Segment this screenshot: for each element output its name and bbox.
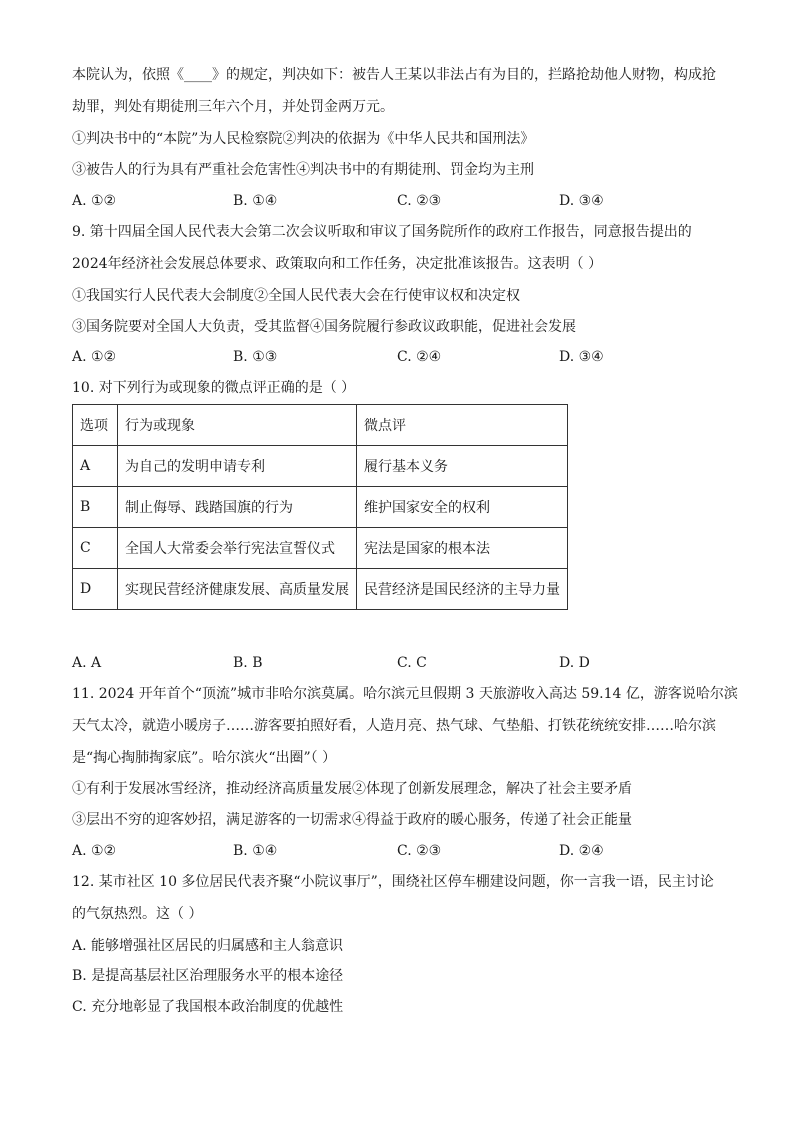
table-cell: 实现民营经济健康发展、高质量发展	[118, 569, 357, 610]
q8-statement-line: ①判决书中的“本院”为人民检察院②判决的依据为《中华人民共和国刑法》	[72, 131, 535, 147]
table-cell: 履行基本义务	[357, 446, 568, 487]
q11-option-d: D. ②④	[559, 843, 604, 859]
q8-option-b: B. ①④	[233, 193, 278, 209]
q9-option-d: D. ③④	[559, 349, 604, 365]
table-cell: D	[73, 569, 118, 610]
q9-option-b: B. ①③	[233, 349, 278, 365]
q11-stem-line: 是“掏心掏肺掏家底”。哈尔滨火“出圈”（ ）	[72, 750, 337, 766]
table-header-cell: 微点评	[357, 405, 568, 446]
table-cell: 全国人大常委会举行宪法宣誓仪式	[118, 528, 357, 569]
q10-table	[72, 404, 568, 610]
q8-option-d: D. ③④	[559, 193, 604, 209]
q9-stem-line: 2024年经济社会发展总体要求、政策取向和工作任务，决定批准该报告。这表明（ ）	[72, 256, 603, 272]
q9-statement-line: ①我国实行人民代表大会制度②全国人民代表大会在行使审议权和决定权	[72, 288, 520, 304]
q8-option-c: C. ②③	[397, 193, 442, 209]
q12-option-a: A. 能够增强社区居民的归属感和主人翁意识	[72, 938, 344, 954]
table-row	[73, 569, 568, 610]
q8-options	[72, 191, 732, 211]
q10-option-d: D. D	[559, 655, 590, 671]
q11-statement-line: ①有利于发展冰雪经济，推动经济高质量发展②体现了创新发展理念，解决了社会主要矛盾	[72, 781, 632, 797]
q9-options	[72, 347, 732, 367]
q10-options	[72, 653, 732, 673]
table-cell: 制止侮辱、践踏国旗的行为	[118, 487, 357, 528]
table-cell: 维护国家安全的权利	[357, 487, 568, 528]
q9-option-a: A. ①②	[72, 349, 117, 365]
q11-stem-line: 天气太冷，就造小暖房子……游客要拍照好看，人造月亮、热气球、气垫船、打铁花统统安排……哈尔滨	[72, 718, 716, 734]
table-cell: 民营经济是国民经济的主导力量	[357, 569, 568, 610]
q11-option-a: A. ①②	[72, 843, 117, 859]
table-row	[73, 528, 568, 569]
q10-option-b: B. B	[233, 655, 263, 671]
table-cell: 宪法是国家的根本法	[357, 528, 568, 569]
q8-text-line: 本院认为，依照《____》的规定，判决如下：被告人王某以非法占有为目的，拦路抢劫他人财物，构成抢	[72, 67, 716, 83]
q9-option-c: C. ②④	[397, 349, 442, 365]
q11-option-c: C. ②③	[397, 843, 442, 859]
q12-option-b: B. 是提高基层社区治理服务水平的根本途径	[72, 968, 344, 984]
table-row	[73, 487, 568, 528]
q11-stem-line: 11. 2024 开年首个“顶流”城市非哈尔滨莫属。哈尔滨元旦假期 3 天旅游收入高达 59.14 亿，游客说哈尔滨	[72, 686, 738, 702]
q9-statement-line: ③国务院要对全国人大负责，受其监督④国务院履行参政议政职能，促进社会发展	[72, 319, 576, 335]
q8-statement-line: ③被告人的行为具有严重社会危害性④判决书中的有期徒刑、罚金均为主刑	[72, 162, 534, 178]
table-cell: C	[73, 528, 118, 569]
q11-statement-line: ③层出不穷的迎客妙招，满足游客的一切需求④得益于政府的暖心服务，传递了社会正能量	[72, 812, 632, 828]
q11-options	[72, 841, 732, 861]
q9-stem-line: 9. 第十四届全国人民代表大会第二次会议听取和审议了国务院所作的政府工作报告，同意报告提出的	[72, 224, 692, 240]
table-cell: B	[73, 487, 118, 528]
table-header-cell: 行为或现象	[118, 405, 357, 446]
q10-option-a: A. A	[72, 655, 102, 671]
q10-stem: 10. 对下列行为或现象的微点评正确的是（ ）	[72, 380, 356, 396]
q11-option-b: B. ①④	[233, 843, 278, 859]
table-row	[73, 446, 568, 487]
table-cell: A	[73, 446, 118, 487]
q12-option-c: C. 充分地彰显了我国根本政治制度的优越性	[72, 999, 344, 1015]
table-header-cell: 选项	[73, 405, 118, 446]
q8-option-a: A. ①②	[72, 193, 117, 209]
table-cell: 为自己的发明申请专利	[118, 446, 357, 487]
q12-stem-line: 12. 某市社区 10 多位居民代表齐聚“小院议事厅”，围绕社区停车棚建设问题，你一言我一语，民主讨论	[72, 874, 714, 890]
table-header-row	[73, 405, 568, 446]
q12-stem-line: 的气氛热烈。这（ ）	[72, 906, 203, 922]
q8-text-line: 劫罪，判处有期徒刑三年六个月，并处罚金两万元。	[72, 99, 394, 115]
q10-option-c: C. C	[397, 655, 427, 671]
